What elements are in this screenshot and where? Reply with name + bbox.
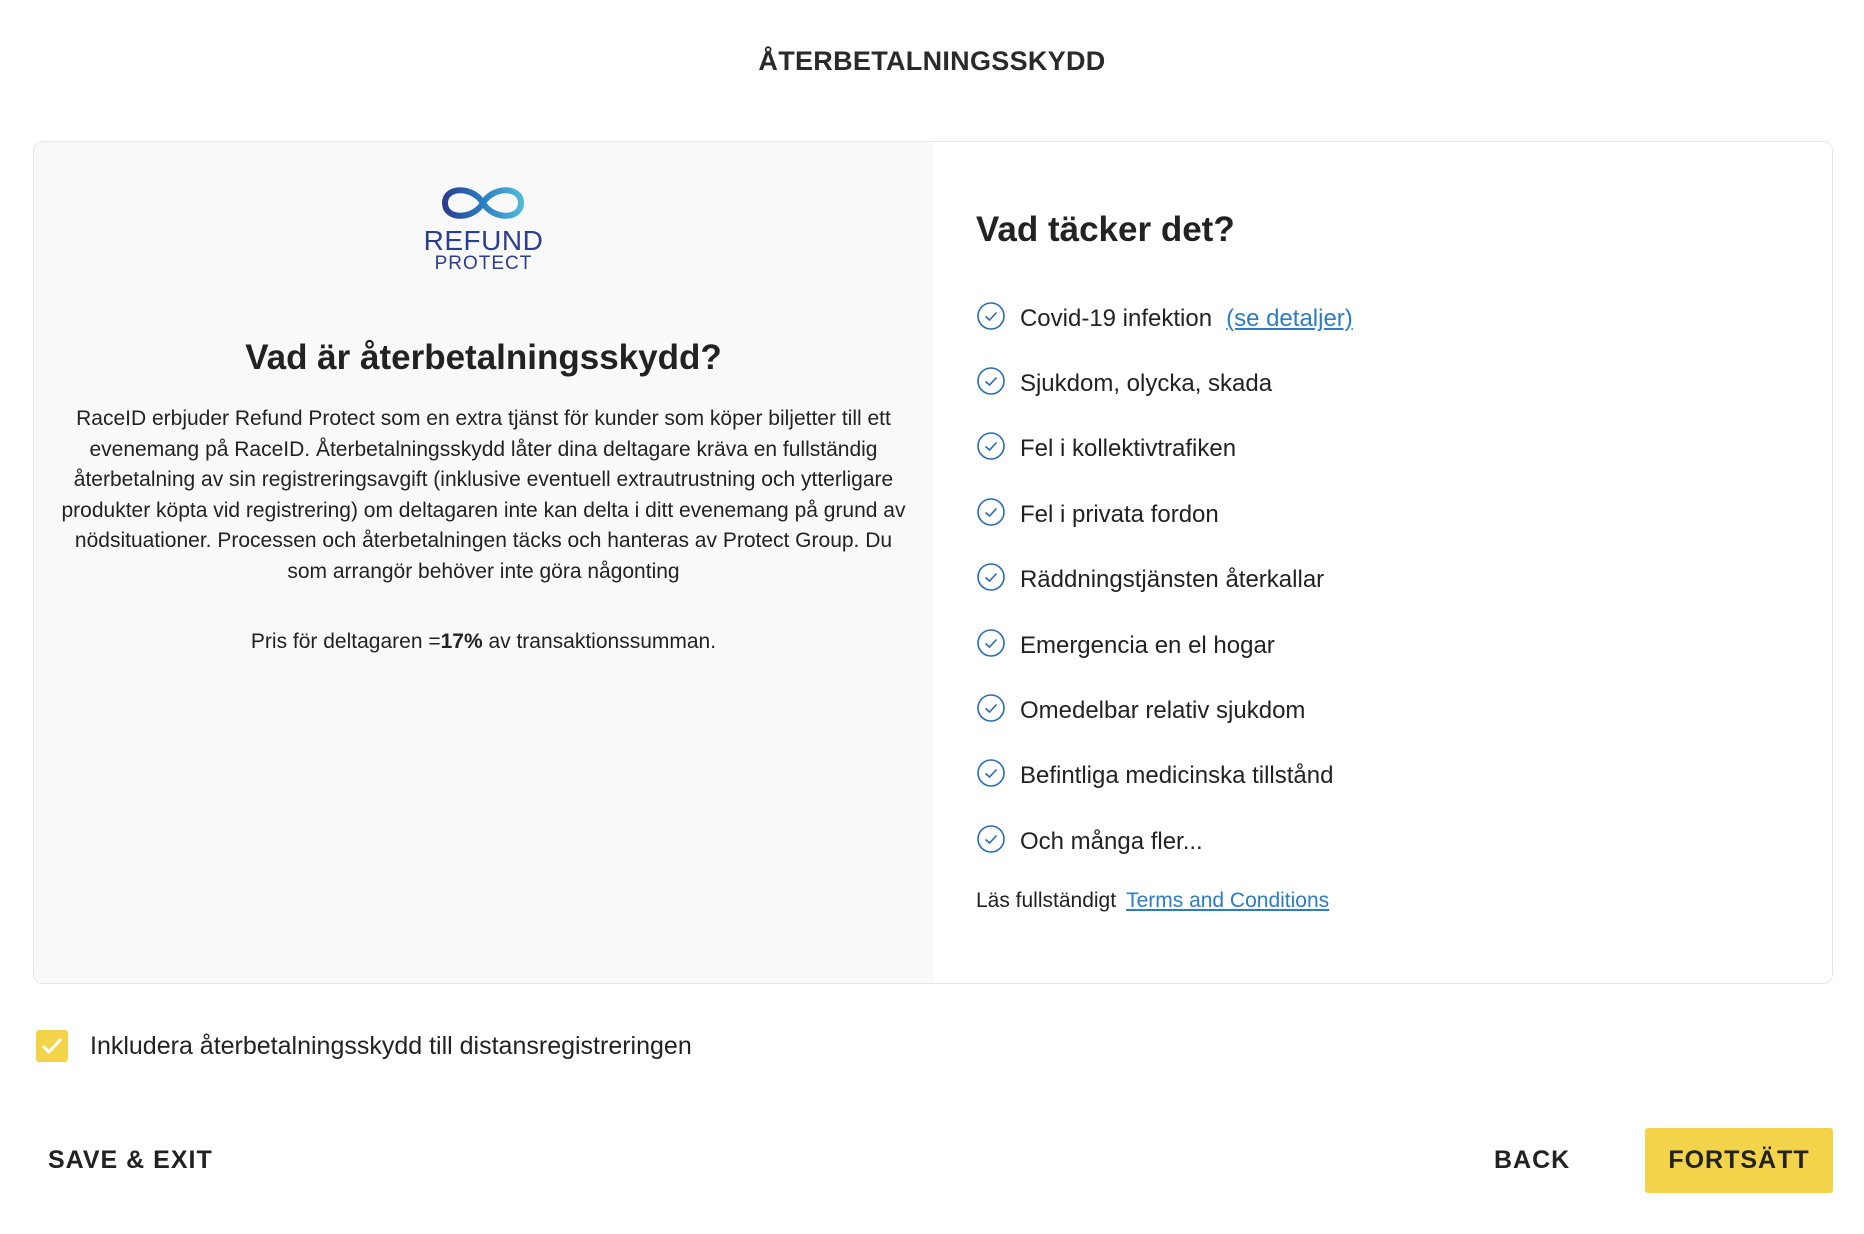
- coverage-label: Omedelbar relativ sjukdom: [1019, 697, 1306, 725]
- refund-info-panel: [33, 141, 1833, 984]
- continue-button[interactable]: FORTSÄTT: [1645, 1128, 1833, 1193]
- coverage-label: Räddningstjänsten återkallar: [1019, 566, 1325, 594]
- terms-line: [976, 889, 1832, 913]
- list-item: [976, 548, 1832, 613]
- coverage-label: Sjukdom, olycka, skada: [1019, 370, 1273, 398]
- coverage-label: Och många fler...: [1019, 827, 1203, 855]
- coverage-label: Befintliga medicinska tillstånd: [1019, 762, 1334, 790]
- check-circle-icon: [976, 562, 1006, 592]
- infinity-icon: [435, 180, 531, 226]
- right-panel: [933, 142, 1832, 983]
- coverage-list: [976, 286, 1832, 875]
- check-circle-icon: [976, 301, 1006, 331]
- list-item: [976, 286, 1832, 351]
- price-prefix: Pris för deltagaren =: [250, 629, 441, 653]
- list-item: [976, 678, 1832, 743]
- refund-description: RaceID erbjuder Refund Protect som en extra tjänst för kunder som köper biljetter till ett evenemang på RaceID. Återbetalningsskydd låter dina deltagare kräva en fullständig återbetalning av sin registreringsavgift (inklusive eventuell extrautrustning och ytterligare produkter köpta vid registrering) om deltagaren inte kan delta i ditt evenemang på grund av nödsituationer. Processen och återbetalningen täcks och hanteras av Protect Group. Du som arrangör behöver inte göra någonting: [61, 407, 906, 583]
- coverage-label: Fel i kollektivtrafiken: [1019, 435, 1237, 463]
- list-item: [976, 744, 1832, 809]
- check-circle-icon: [976, 366, 1006, 396]
- terms-link[interactable]: Terms and Conditions: [1126, 888, 1330, 912]
- coverage-label: Covid-19 infektion: [1019, 304, 1213, 332]
- list-item: [976, 417, 1832, 482]
- include-refund-label: Inkludera återbetalningsskydd till distansregistreringen: [90, 1031, 692, 1060]
- check-circle-icon: [976, 431, 1006, 461]
- details-link[interactable]: (se detaljer): [1226, 304, 1353, 332]
- checkmark-icon: [41, 1037, 63, 1055]
- logo-text-protect: PROTECT: [434, 253, 533, 274]
- check-circle-icon: [976, 693, 1006, 723]
- back-button[interactable]: BACK: [1494, 1146, 1571, 1174]
- check-circle-icon: [976, 758, 1006, 788]
- list-item: [976, 482, 1832, 547]
- page-title: ÅTERBETALNINGSSKYDD: [758, 46, 1106, 76]
- price-line: [251, 630, 716, 654]
- coverage-label: Emergencia en el hogar: [1019, 631, 1275, 659]
- price-suffix: av transaktionssumman.: [482, 629, 717, 653]
- terms-prefix: Läs fullständigt: [975, 888, 1117, 912]
- coverage-label: Fel i privata fordon: [1019, 500, 1219, 528]
- include-refund-option[interactable]: [36, 1030, 692, 1062]
- include-refund-checkbox[interactable]: [36, 1030, 68, 1062]
- refund-protect-logo: [408, 180, 558, 280]
- list-item: [976, 613, 1832, 678]
- check-circle-icon: [976, 824, 1006, 854]
- left-panel: [34, 142, 933, 983]
- check-circle-icon: [976, 497, 1006, 527]
- list-item: [976, 351, 1832, 416]
- price-value: 17%: [440, 629, 483, 653]
- check-circle-icon: [976, 628, 1006, 658]
- coverage-heading: Vad täcker det?: [975, 210, 1235, 249]
- left-heading: Vad är återbetalningsskydd?: [245, 338, 722, 377]
- list-item: [976, 809, 1832, 874]
- save-exit-button[interactable]: SAVE & EXIT: [48, 1146, 213, 1174]
- logo-text-refund: REFUND: [423, 225, 544, 256]
